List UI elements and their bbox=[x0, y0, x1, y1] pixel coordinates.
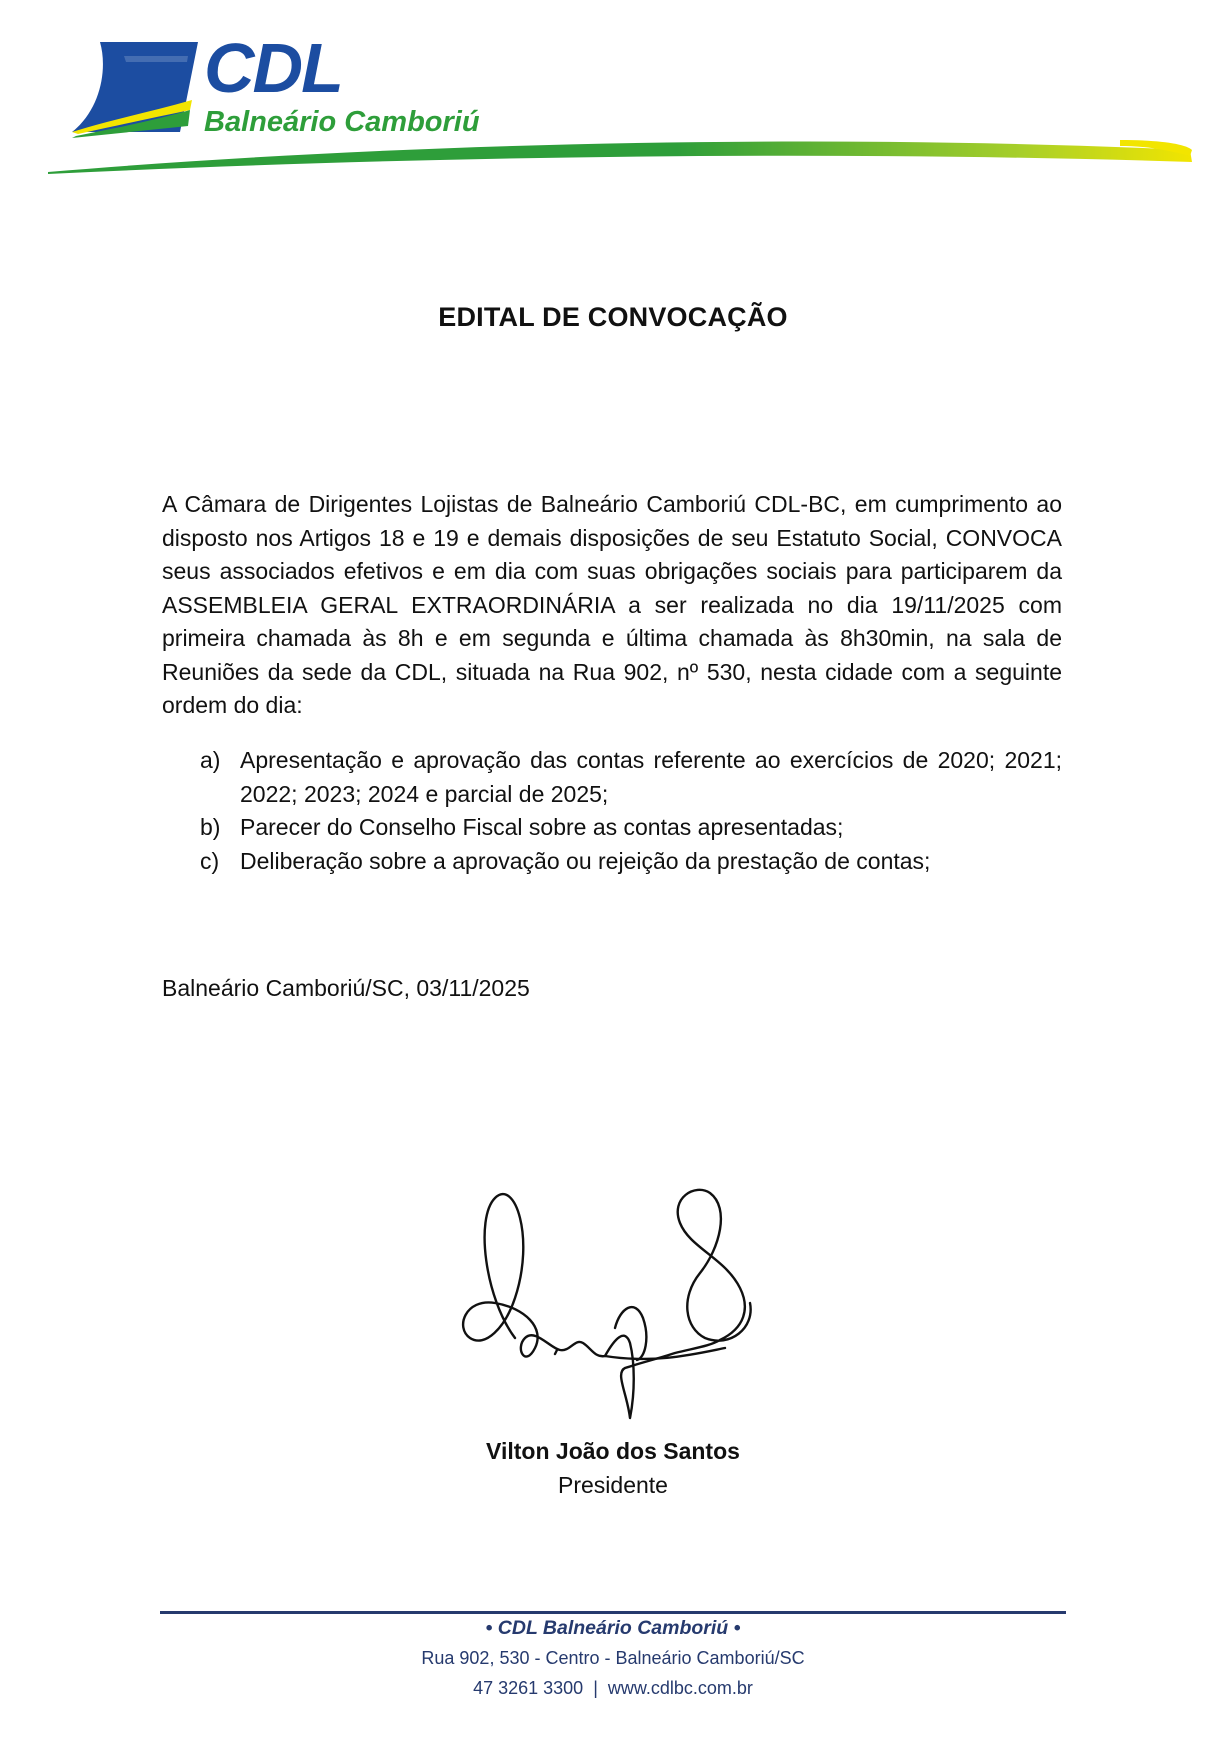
agenda-marker: a) bbox=[200, 747, 221, 773]
logo-acronym: CDL bbox=[204, 29, 342, 107]
footer-organization: • CDL Balneário Camboriú • bbox=[485, 1617, 741, 1639]
agenda-marker: b) bbox=[200, 814, 221, 840]
footer-contact: 47 3261 3300 | www.cdlbc.com.br bbox=[473, 1678, 753, 1698]
letterhead bbox=[0, 0, 1226, 190]
signer-role: Presidente bbox=[558, 1472, 668, 1498]
document-title: EDITAL DE CONVOCAÇÃO bbox=[438, 302, 788, 332]
agenda-item bbox=[200, 744, 1062, 811]
footer-address: Rua 902, 530 - Centro - Balneário Camboriú/SC bbox=[421, 1648, 805, 1668]
logo-city-name: Balneário Camboriú bbox=[204, 106, 480, 138]
place-and-date: Balneário Camboriú/SC, 03/11/2025 bbox=[162, 975, 530, 1001]
agenda-item bbox=[200, 845, 1062, 879]
agenda-marker: c) bbox=[200, 847, 220, 874]
agenda-text: Apresentação e aprovação das contas referente ao exercícios de 2020; 2021; 2022; 2023; 2024 e parcial de 2025; bbox=[240, 747, 1062, 807]
brand-swoosh bbox=[0, 118, 1226, 178]
agenda-item bbox=[200, 811, 1062, 845]
agenda-text: Parecer do Conselho Fiscal sobre as contas apresentadas; bbox=[240, 814, 844, 840]
signer-name: Vilton João dos Santos bbox=[486, 1438, 740, 1464]
footer-divider bbox=[160, 1611, 1066, 1614]
agenda-text: Deliberação sobre a aprovação ou rejeição da prestação de contas; bbox=[240, 847, 931, 874]
convocation-paragraph: A Câmara de Dirigentes Lojistas de Balneário Camboriú CDL-BC, em cumprimento ao disposto nos Artigos 18 e 19 e demais disposições de seu Estatuto Social, CONVOCA seus associados efetivos e em dia com suas obrigações sociais para participarem da ASSEMBLEIA GERAL EXTRAORDINÁRIA a ser realizada no dia 19/11/2025 com primeira chamada às 8h e em segunda e última chamada às 8h30min, na sala de Reuniões da sede da CDL, situada na Rua 902, nº 530, nesta cidade com a seguinte ordem do dia: bbox=[162, 491, 1062, 718]
agenda-list bbox=[200, 744, 1062, 878]
handwritten-signature bbox=[455, 1178, 775, 1428]
